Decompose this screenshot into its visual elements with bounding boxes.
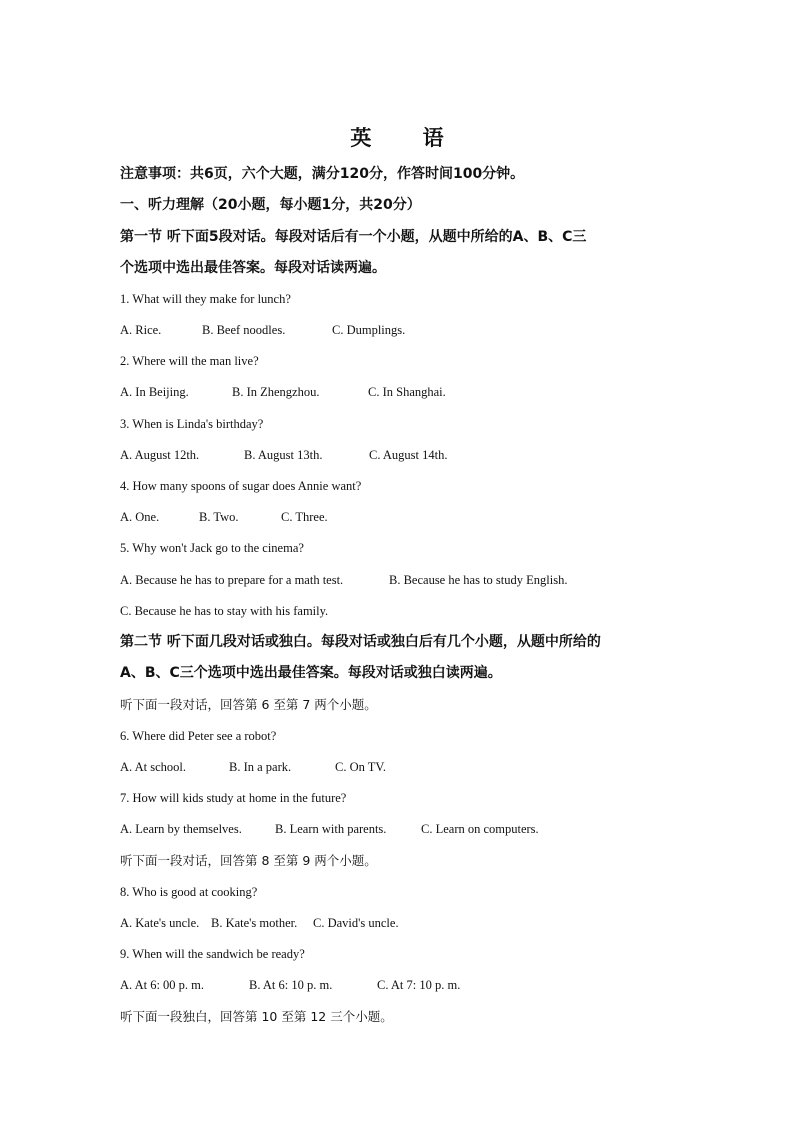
q9-option-c: C. At 7: 10 p. m. (377, 978, 461, 992)
q3-option-a: A. August 12th. (120, 448, 200, 462)
q3-option-c: C. August 14th. (369, 448, 448, 462)
q2-option-b: B. In Zhengzhou. (232, 385, 320, 399)
section1-line1: 第一节 听下面5段对话。每段对话后有一个小题，从题中所给的A、B、C三 (120, 229, 587, 245)
q3-option-b: B. August 13th. (244, 448, 323, 462)
q9-stem: 9. When will the sandwich be ready? (120, 947, 305, 961)
q6-stem: 6. Where did Peter see a robot? (120, 729, 277, 743)
q4-stem: 4. How many spoons of sugar does Annie want? (120, 479, 362, 493)
q1-option-a: A. Rice. (120, 323, 162, 337)
q5-option-a: A. Because he has to prepare for a math test. (120, 573, 344, 587)
q7-stem: 7. How will kids study at home in the future? (120, 791, 347, 805)
part1-heading: 一、听力理解（20小题，每小题1分，共20分） (120, 197, 421, 213)
q6-option-b: B. In a park. (229, 760, 292, 774)
q1-options (120, 322, 690, 338)
q8-option-c: C. David's uncle. (313, 916, 399, 930)
q9-option-a: A. At 6: 00 p. m. (120, 978, 205, 992)
q9-options (120, 977, 690, 993)
section1-line2: 个选项中选出最佳答案。每段对话读两遍。 (120, 260, 386, 276)
q5-option-c: C. Because he has to stay with his family. (120, 604, 329, 618)
q4-option-c: C. Three. (281, 510, 328, 524)
q8-option-a: A. Kate's uncle. (120, 916, 200, 930)
q4-options (120, 509, 690, 525)
q8-option-b: B. Kate's mother. (211, 916, 298, 930)
intro-q6-q7: 听下面一段对话，回答第 6 至第 7 两个小题。 (120, 697, 377, 712)
q1-option-b: B. Beef noodles. (202, 323, 286, 337)
q3-options (120, 447, 690, 463)
page-title: 英 语 (350, 125, 466, 150)
q7-option-c: C. Learn on computers. (421, 822, 539, 836)
q8-options (120, 915, 690, 931)
q6-options (120, 759, 690, 775)
q1-option-c: C. Dumplings. (332, 323, 406, 337)
q6-option-a: A. At school. (120, 760, 186, 774)
q2-options (120, 384, 690, 400)
q5-option-b: B. Because he has to study English. (389, 573, 568, 587)
q2-stem: 2. Where will the man live? (120, 354, 259, 368)
section2-line2: A、B、C三个选项中选出最佳答案。每段对话或独白读两遍。 (120, 665, 502, 681)
q8-stem: 8. Who is good at cooking? (120, 885, 258, 899)
q5-options (120, 572, 690, 588)
q6-option-c: C. On TV. (335, 760, 386, 774)
q2-option-a: A. In Beijing. (120, 385, 189, 399)
q1-stem: 1. What will they make for lunch? (120, 292, 291, 306)
q4-option-a: A. One. (120, 510, 160, 524)
intro-q10-q12: 听下面一段独白，回答第 10 至第 12 三个小题。 (120, 1009, 393, 1024)
section2-line1: 第二节 听下面几段对话或独白。每段对话或独白后有几个小题，从题中所给的 (120, 634, 601, 650)
q9-option-b: B. At 6: 10 p. m. (249, 978, 333, 992)
q4-option-b: B. Two. (199, 510, 239, 524)
q7-option-b: B. Learn with parents. (275, 822, 387, 836)
q7-options (120, 821, 690, 837)
notice: 注意事项：共6页，六个大题，满分120分，作答时间100分钟。 (120, 166, 525, 182)
q7-option-a: A. Learn by themselves. (120, 822, 242, 836)
q2-option-c: C. In Shanghai. (368, 385, 446, 399)
q3-stem: 3. When is Linda's birthday? (120, 417, 264, 431)
intro-q8-q9: 听下面一段对话，回答第 8 至第 9 两个小题。 (120, 853, 377, 868)
q5-stem: 5. Why won't Jack go to the cinema? (120, 541, 304, 555)
